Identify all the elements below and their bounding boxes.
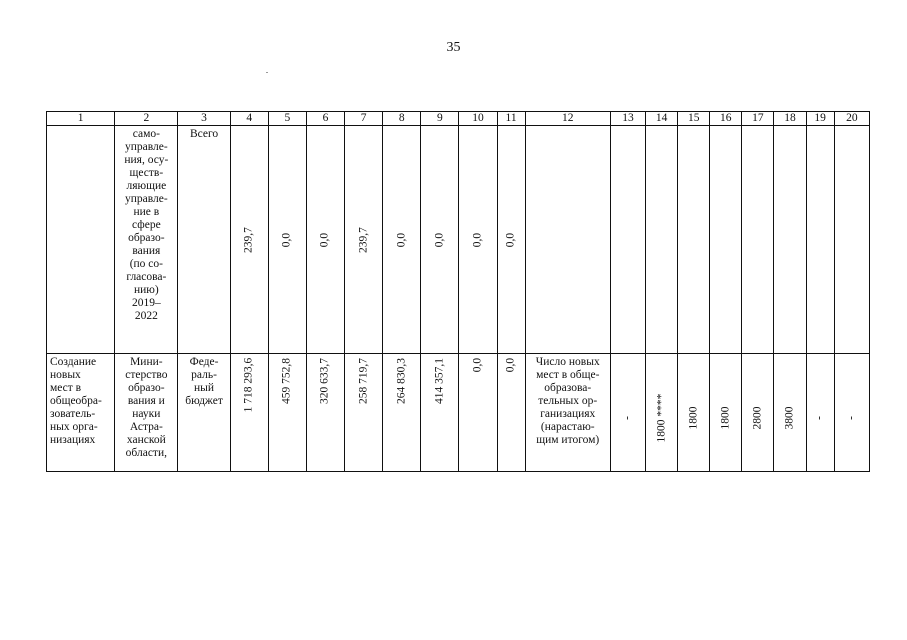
col-15-value <box>678 354 710 472</box>
column-header-5: 5 <box>268 112 306 126</box>
col-17-value-text: 2800 <box>751 406 764 430</box>
column-header-3: 3 <box>178 112 230 126</box>
col-15-value-text: 1800 <box>687 406 700 430</box>
year-2023-value-text: 0,0 <box>433 232 446 247</box>
year-2022-value-text: 0,0 <box>395 232 408 247</box>
col-18-value-text: 3800 <box>783 406 796 430</box>
year-2022-value <box>383 126 421 354</box>
year-2024-value <box>459 126 497 354</box>
total-value-text: 239,7 <box>242 226 255 253</box>
indicator-name <box>525 126 610 354</box>
year-2021-value <box>345 126 383 354</box>
column-header-11: 11 <box>497 112 525 126</box>
col-11-value <box>497 354 525 472</box>
column-header-14: 14 <box>646 112 678 126</box>
year-2024-value-text: 0,0 <box>471 232 484 247</box>
year-2024-value-text: 0,0 <box>471 358 484 373</box>
column-header-18: 18 <box>774 112 806 126</box>
col-14-value <box>646 126 678 354</box>
year-2024-value <box>459 354 497 472</box>
year-2019-value-text: 459 752,8 <box>280 358 293 404</box>
col-11-value-text: 0,0 <box>504 358 517 373</box>
col-14-value <box>646 354 678 472</box>
column-header-17: 17 <box>742 112 774 126</box>
col-14-value-text: 1800 **** <box>655 393 668 443</box>
total-value <box>230 126 268 354</box>
total-value-text: 1 718 293,6 <box>242 358 255 413</box>
year-2020-value-text: 320 633,7 <box>318 358 331 404</box>
event-name-text: Создание новых мест в общеобра- зователь- ных орга- низациях <box>50 356 102 446</box>
year-2019-value <box>268 354 306 472</box>
col-18-value <box>774 126 806 354</box>
column-header-1: 1 <box>47 112 115 126</box>
executor <box>115 354 178 472</box>
year-2020-value-text: 0,0 <box>318 232 331 247</box>
col-19-value-text: - <box>813 416 826 421</box>
col-13-value <box>610 126 645 354</box>
executor-text: само- управле- ния, осу- ществ- ляющие управле- ние в сфере образо- вания (по со- гласова- нию) 2019– 2022 <box>124 128 169 322</box>
column-header-4: 4 <box>230 112 268 126</box>
col-19-value <box>806 126 834 354</box>
column-header-13: 13 <box>610 112 645 126</box>
indicator-name <box>525 354 610 472</box>
year-2020-value <box>306 126 344 354</box>
column-header-8: 8 <box>383 112 421 126</box>
year-2020-value <box>306 354 344 472</box>
funding-source <box>178 354 230 472</box>
indicator-name-text: Число новых мест в обще- образова- тельных ор- ганизациях (нарастаю- щим итогом) <box>535 356 600 446</box>
column-header-16: 16 <box>710 112 742 126</box>
col-17-value <box>742 126 774 354</box>
col-11-value <box>497 126 525 354</box>
page-number: 35 <box>446 40 461 55</box>
funding-source-text: Всего <box>189 128 219 140</box>
year-2019-value <box>268 126 306 354</box>
total-value <box>230 354 268 472</box>
column-header-7: 7 <box>345 112 383 126</box>
funding-source-text: Феде- раль- ный бюджет <box>185 356 223 407</box>
indicator-name-text <box>526 126 610 128</box>
scan-speck <box>266 72 268 73</box>
col-16-value <box>710 126 742 354</box>
col-13-value <box>610 354 645 472</box>
year-2023-value <box>421 354 459 472</box>
event-name <box>47 354 115 472</box>
col-20-value <box>834 126 869 354</box>
executor-text: Мини- стерство образо- вания и науки Астра- ханской области, <box>125 356 168 459</box>
col-15-value <box>678 126 710 354</box>
column-header-12: 12 <box>525 112 610 126</box>
year-2023-value-text: 414 357,1 <box>433 358 446 404</box>
column-header-15: 15 <box>678 112 710 126</box>
year-2022-value <box>383 354 421 472</box>
year-2022-value-text: 264 830,3 <box>395 358 408 404</box>
event-name <box>47 126 115 354</box>
budget-table <box>46 111 870 472</box>
funding-source <box>178 126 230 354</box>
column-header-6: 6 <box>306 112 344 126</box>
col-20-value-text: - <box>845 416 858 421</box>
column-header-20: 20 <box>834 112 869 126</box>
year-2023-value <box>421 126 459 354</box>
year-2021-value <box>345 354 383 472</box>
col-20-value <box>834 354 869 472</box>
col-17-value <box>742 354 774 472</box>
col-18-value <box>774 354 806 472</box>
col-16-value-text: 1800 <box>719 406 732 430</box>
col-11-value-text: 0,0 <box>504 232 517 247</box>
column-header-2: 2 <box>115 112 178 126</box>
col-16-value <box>710 354 742 472</box>
table-header-row <box>47 112 870 126</box>
column-header-10: 10 <box>459 112 497 126</box>
year-2021-value-text: 239,7 <box>357 226 370 253</box>
year-2021-value-text: 258 719,7 <box>357 358 370 404</box>
table-row <box>47 126 870 354</box>
executor <box>115 126 178 354</box>
col-13-value-text: - <box>621 416 634 421</box>
event-name-text <box>47 126 114 128</box>
column-header-9: 9 <box>421 112 459 126</box>
column-header-19: 19 <box>806 112 834 126</box>
col-19-value <box>806 354 834 472</box>
year-2019-value-text: 0,0 <box>280 232 293 247</box>
table-row <box>47 354 870 472</box>
